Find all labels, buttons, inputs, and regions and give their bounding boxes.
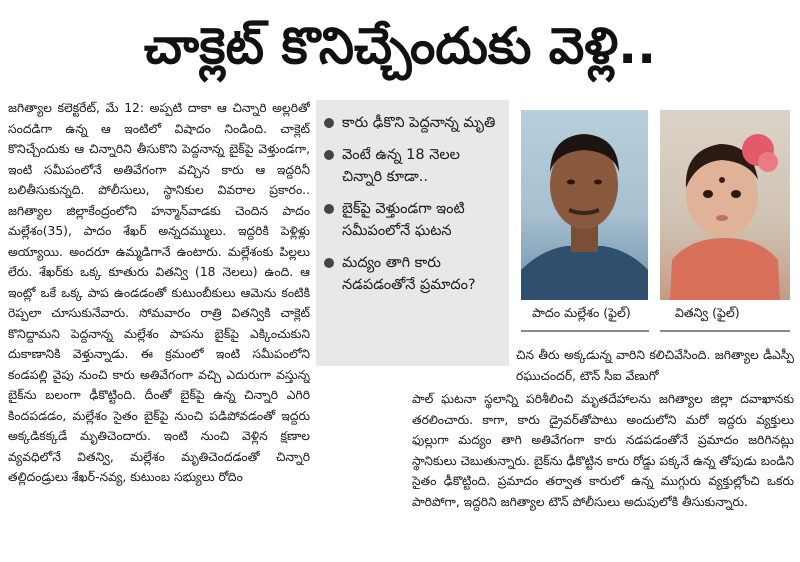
- bullet-dot-icon: [324, 118, 334, 128]
- highlight-text: కారు ఢీకొని పెద్దనాన్న మృతి: [342, 115, 496, 131]
- highlight-text: బైక్‌పై వెళ్తుండగా ఇంటి సమీపంలోనే ఘటన: [342, 201, 465, 239]
- highlights-box: [316, 100, 509, 366]
- highlight-item: [324, 252, 499, 296]
- bullet-dot-icon: [324, 204, 334, 214]
- article-text-left: జగిత్యాల కలెక్టరేట్, మే 12: అప్పటి దాకా ఆ చిన్నారి అల్లరితో సందడిగా ఉన్న ఆ ఇంటిలో విషాదం నిండింది. చాక్లెట్ కొనిచ్చేందుకు ఆ చిన్నారిని తీసుకొని పెద్దనాన్న బైక్‌పై వెళ్తుండగా, ఇంటి సమీపంలోనే అతివేగంగా వచ్చిన కారు ఆ ఇద్దరినీ బలితీసుకున్నది. పోలీసులు, స్థానికుల వివరాల ప్రకారం.. జగిత్యాల జిల్లాకేంద్రంలోని హన్మాన్‌వాడకు చెందిన పాదం మల్లేశం(35), పాదం శేఖర్ అన్నదమ్ములు. ఇద్దరికి పెళ్లిళ్లు అయ్యాయి. అందరూ ఉమ్మడిగానే ఉంటారు. మల్లేశంకు పిల్లలు లేరు. శేఖర్‌కు ఒక్క కూతురు వితన్వి (18 నెలలు) ఉంది. ఆ ఇంట్లో ఒకే ఒక్క పాప ఉండడంతో కుటుంబీకులు ఆమెను కంటికి రెప్పలా చూసుకునేవారు. సోమవారం రాత్రి వితన్వికి చాక్లెట్ కొనిద్దామని పెద్దనాన్న మల్లేశం పాపను బైక్‌పై ఎక్కించుకుని దుకాణానికి వెళ్తున్నాడు. ఈ క్రమంలో ఇంటి సమీపంలోని కండపల్లి వైపు నుంచి కారు అతివేగంగా వచ్చి ఎదురుగా వస్తున్న బైక్‌ను బలంగా ఢీకొట్టింది. దీంతో బైక్‌పై ఉన్న చిన్నారి ఎగిరి కిందపడడం, మల్లేశం సైతం బైక్‌పై నుంచి పడిపోవడంతో ఇద్దరు అక్కడికక్కడే మృతిచెందారు. ఇంటి నుంచి వెళ్లిన క్షణాల వ్యవధిలోనే వితన్వి, మల్లేశం మృతిచెందడంతో చిన్నారి తల్లిదండ్రులు శేఖర్-నవ్య, కుటుంబ సభ్యులు రోదిం: [8, 101, 310, 484]
- man-portrait-icon: [521, 110, 648, 300]
- headline: చాక్లెట్ కొనిచ్చేందుకు వెళ్లి..: [143, 17, 657, 75]
- caption-underline: [660, 330, 790, 332]
- bullet-dot-icon: [324, 258, 334, 268]
- highlight-item: [324, 144, 499, 188]
- highlight-text: మద్యం తాగి కారు నడపడంతోనే ప్రమాదం?: [342, 255, 476, 293]
- article-text-right: చిన తీరు అక్కడున్న వారిని కలిచివేసింది. జగిత్యాల డీఎస్పీ రఘుచందర్, టౌన్ సీఐ వేణుగో: [516, 348, 794, 383]
- article-column-left: [8, 98, 310, 558]
- highlight-item: [324, 198, 499, 242]
- photo-caption: పాదం మల్లేశం (ఫైల్): [532, 305, 631, 320]
- photo-child: [660, 110, 790, 300]
- photo-caption: వితన్వి (ఫైల్): [675, 305, 740, 320]
- bullet-dot-icon: [324, 150, 334, 160]
- photo-man: [521, 110, 648, 300]
- caption-underline: [521, 330, 649, 332]
- highlight-text: వెంటే ఉన్న 18 నెలల చిన్నారి కూడా..: [342, 147, 460, 185]
- article-column-right: [516, 345, 794, 391]
- article-column-bottom: [412, 389, 794, 555]
- highlight-item: [324, 112, 499, 134]
- child-portrait-icon: [660, 110, 790, 300]
- article-text-bottom: పాల్ ఘటనా స్థలాన్ని పరిశీలించి మృతదేహాలను జగిత్యాల జిల్లా దవాఖానకు తరలించారు. కాగా, కారు డ్రైవర్‌తోపాటు అందులోని మరో ఇద్దరు వ్యక్తులు ఫుల్లుగా మద్యం తాగి అతివేగంగా కారు నడపడంతోనే ప్రమాదం జరిగినట్లు స్థానికులు చెబుతున్నారు. బైక్‌ను ఢీకొట్టిన కారు రోడ్డు పక్కనే ఉన్న తోపుడు బండిని సైతం ఢీకొట్టింది. ప్రమాదం తర్వాత కారులో ఉన్న ముగ్గురు వ్యక్తుల్లోంచి ఒకరు పారిపోగా, ఇద్దరిని జగిత్యాల టౌన్ పోలీసులు అదుపులోకి తీసుకున్నారు.: [412, 392, 794, 509]
